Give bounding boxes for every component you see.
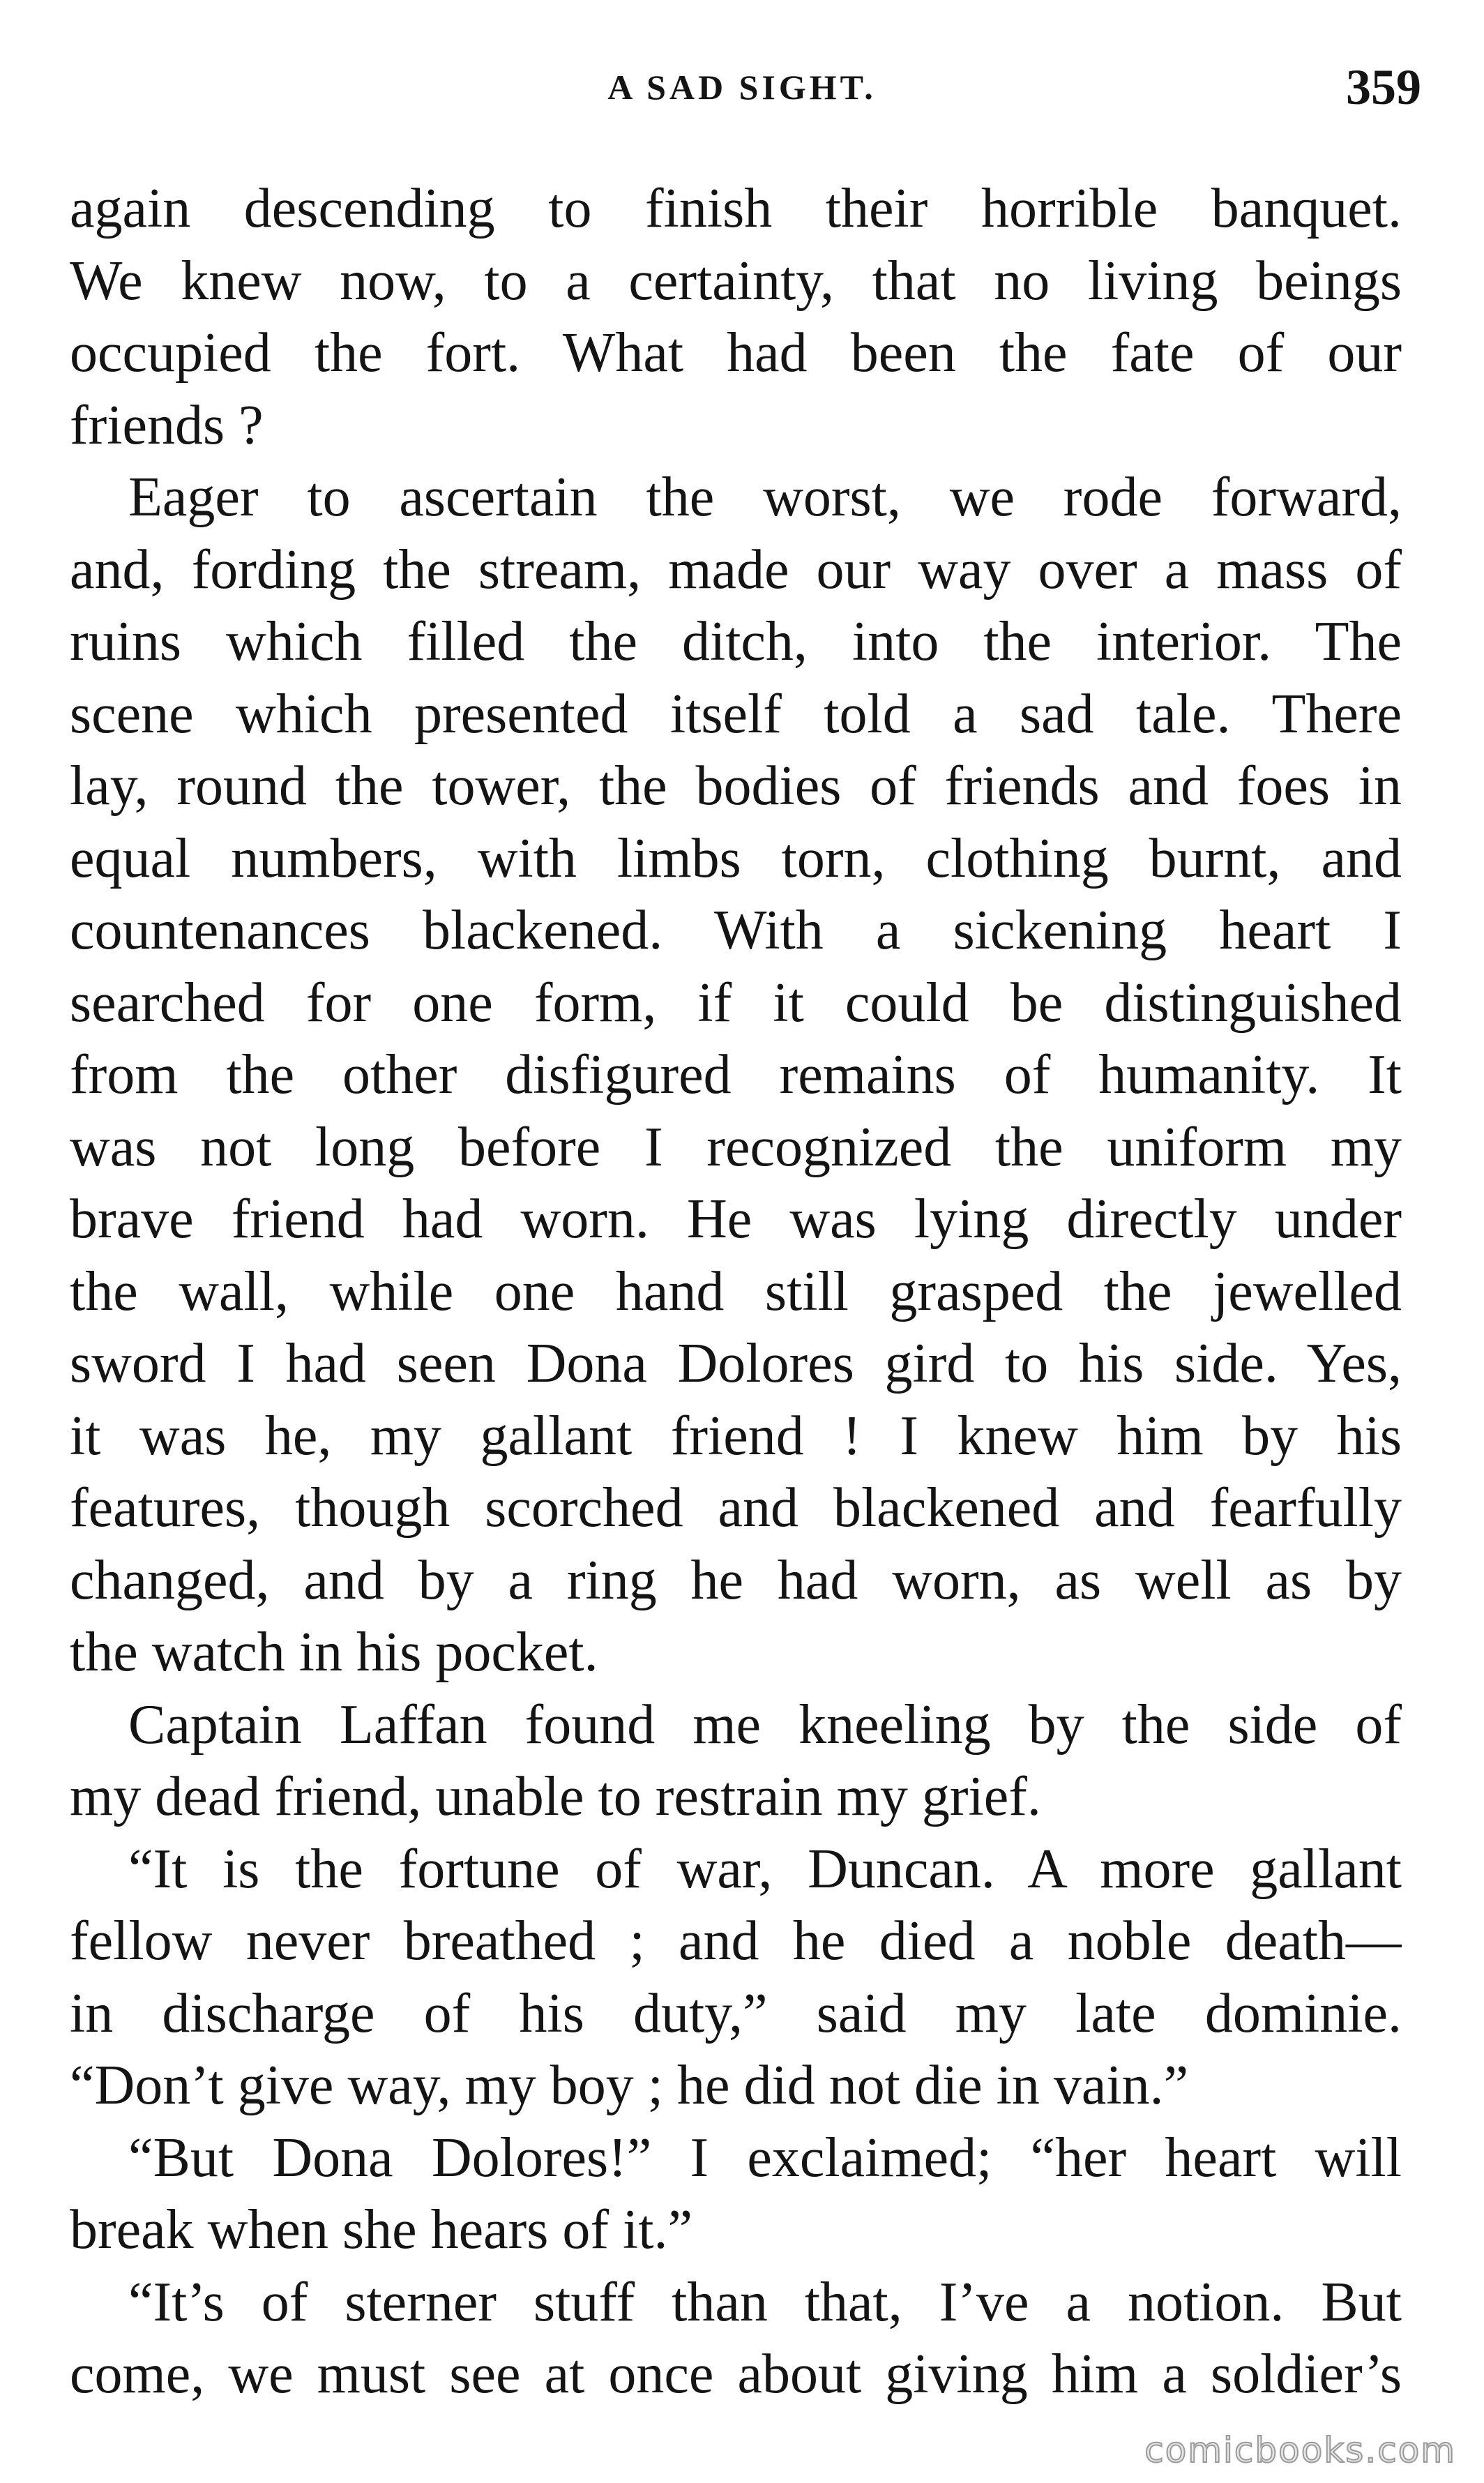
watermark: comicbooks.com <box>1144 2430 1456 2470</box>
text-line: fellow never breathed ; and he died a noble death— <box>70 1910 1402 1972</box>
text-line: “Don’t give way, my boy ; he did not die in vain.” <box>70 2055 1189 2116</box>
text-line: searched for one form, if it could be distinguished <box>70 972 1402 1034</box>
text-line: come, we must see at once about giving him a soldier’s <box>70 2344 1402 2405</box>
text-line: “It is the fortune of war, Duncan. A more gallant <box>128 1838 1402 1900</box>
text-line: the wall, while one hand still grasped the jewelled <box>70 1260 1402 1322</box>
text-line: features, though scorched and blackened and fearfully <box>70 1477 1402 1539</box>
text-line: from the other disfigured remains of humanity. It <box>70 1044 1402 1105</box>
text-line: my dead friend, unable to restrain my grief. <box>70 1766 1041 1827</box>
running-title: A SAD SIGHT. <box>607 68 877 107</box>
text-line: sword I had seen Dona Dolores gird to his side. Yes, <box>70 1333 1402 1394</box>
text-line: it was he, my gallant friend ! I knew him by his <box>70 1405 1402 1467</box>
text-line: scene which presented itself told a sad tale. There <box>70 683 1402 745</box>
body-text <box>70 173 1402 2411</box>
page-header <box>0 59 1484 123</box>
text-line: ruins which filled the ditch, into the interior. The <box>70 611 1402 672</box>
text-line: in discharge of his duty,” said my late dominie. <box>70 1982 1402 2044</box>
text-line: was not long before I recognized the uniform my <box>70 1116 1402 1178</box>
text-line: brave friend had worn. He was lying directly under <box>70 1188 1402 1250</box>
text-line: Captain Laffan found me kneeling by the side of <box>128 1693 1402 1756</box>
text-line: lay, round the tower, the bodies of friends and foes in <box>70 755 1402 817</box>
text-line: the watch in his pocket. <box>70 1622 598 1683</box>
text-line: changed, and by a ring he had worn, as well as by <box>70 1549 1402 1611</box>
text-line: “It’s of sterner stuff than that, I’ve a notion. But <box>128 2271 1402 2333</box>
text-line: “But Dona Dolores!” I exclaimed; “her heart will <box>128 2127 1402 2189</box>
text-line: countenances blackened. With a sickening heart I <box>70 900 1402 961</box>
page-number: 359 <box>1346 59 1421 115</box>
text-line: occupied the fort. What had been the fate of our <box>70 322 1402 384</box>
text-line: break when she hears of it.” <box>70 2199 692 2261</box>
text-line: Eager to ascertain the worst, we rode forward, <box>128 467 1402 528</box>
text-line: We knew now, to a certainty, that no living beings <box>70 250 1402 312</box>
text-line: friends ? <box>70 394 264 456</box>
text-line: equal numbers, with limbs torn, clothing burnt, and <box>70 827 1402 889</box>
text-line: and, fording the stream, made our way over a mass of <box>70 538 1402 601</box>
text-line: again descending to finish their horrible banquet. <box>70 178 1402 239</box>
